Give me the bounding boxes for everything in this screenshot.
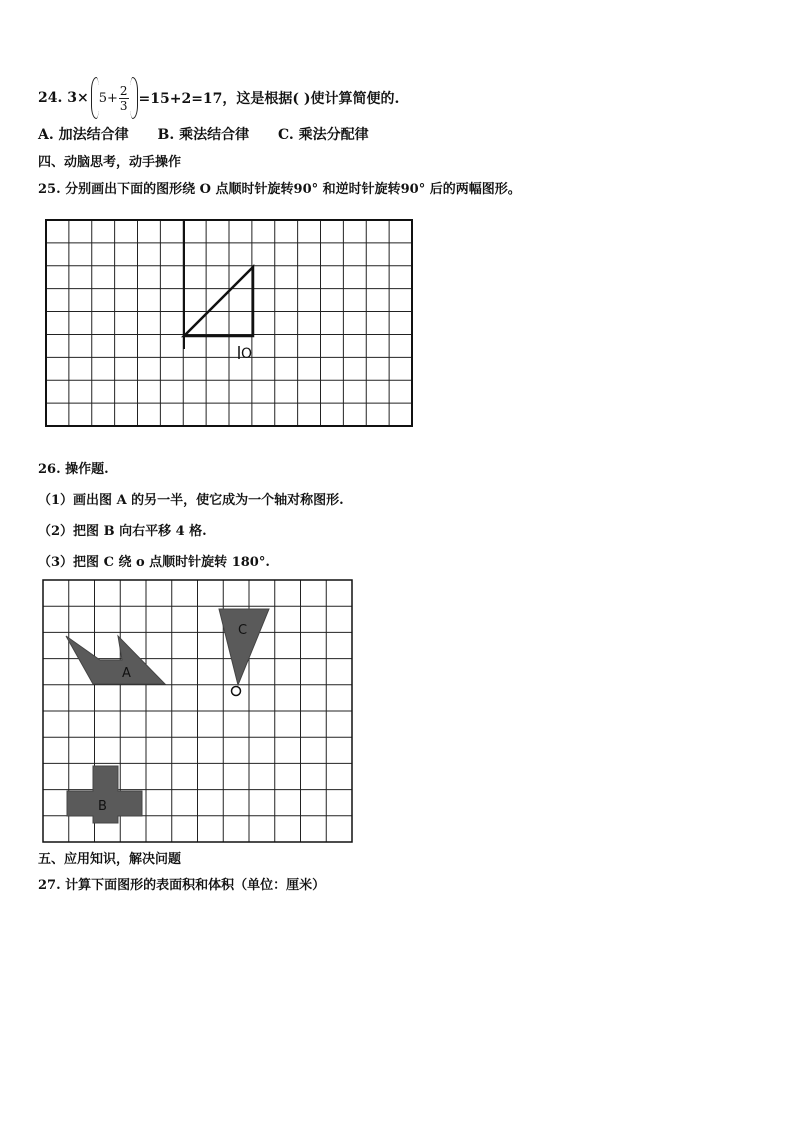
fraction-denominator: 3 — [119, 98, 128, 113]
option-a: A. 加法结合律 — [38, 127, 129, 143]
option-c: C. 乘法分配律 — [277, 127, 369, 143]
big-right-paren — [130, 77, 138, 119]
question-26-sub3: （3）把图 C 绕 o 点顺时针旋转 180°. — [38, 555, 270, 570]
question-27: 27. 计算下面图形的表面积和体积（单位：厘米） — [38, 878, 326, 893]
rotation-grid — [45, 219, 415, 429]
question-26-sub2: （2）把图 B 向右平移 4 格. — [38, 524, 207, 539]
question-26-sub1: （1）画出图 A 的另一半，使它成为一个轴对称图形. — [38, 493, 344, 508]
shape-a — [66, 636, 165, 684]
shape-c-label: C — [238, 623, 248, 638]
section-4-heading: 四、动脑思考，动手操作 — [38, 155, 182, 170]
fraction-numerator: 2 — [119, 83, 128, 98]
q24-options — [38, 124, 393, 144]
question-25: 25. 分别画出下面的图形绕 O 点顺时针旋转90° 和逆时针旋转90° 后的两幅图形。 — [38, 182, 521, 197]
question-26-title: 26. 操作题. — [38, 462, 109, 477]
shape-c — [219, 609, 269, 685]
q24-suffix: =15+2=17，这是根据( )使计算简便的. — [138, 91, 400, 107]
q24-inner-whole: 5+ — [98, 90, 118, 106]
option-b: B. 乘法结合律 — [157, 127, 250, 143]
section-5-heading: 五、应用知识，解决问题 — [38, 852, 182, 867]
shape-b — [67, 766, 142, 823]
point-o — [232, 687, 241, 696]
q24-prefix: 24. 3× — [38, 90, 89, 106]
shape-a-label: A — [122, 666, 131, 681]
big-left-paren — [91, 77, 99, 119]
shape-b-label: B — [98, 799, 107, 814]
question-24 — [38, 76, 399, 120]
fraction — [119, 84, 129, 113]
triangle-shape — [184, 267, 253, 336]
operation-grid — [40, 577, 356, 845]
point-o-label: O — [241, 346, 253, 362]
